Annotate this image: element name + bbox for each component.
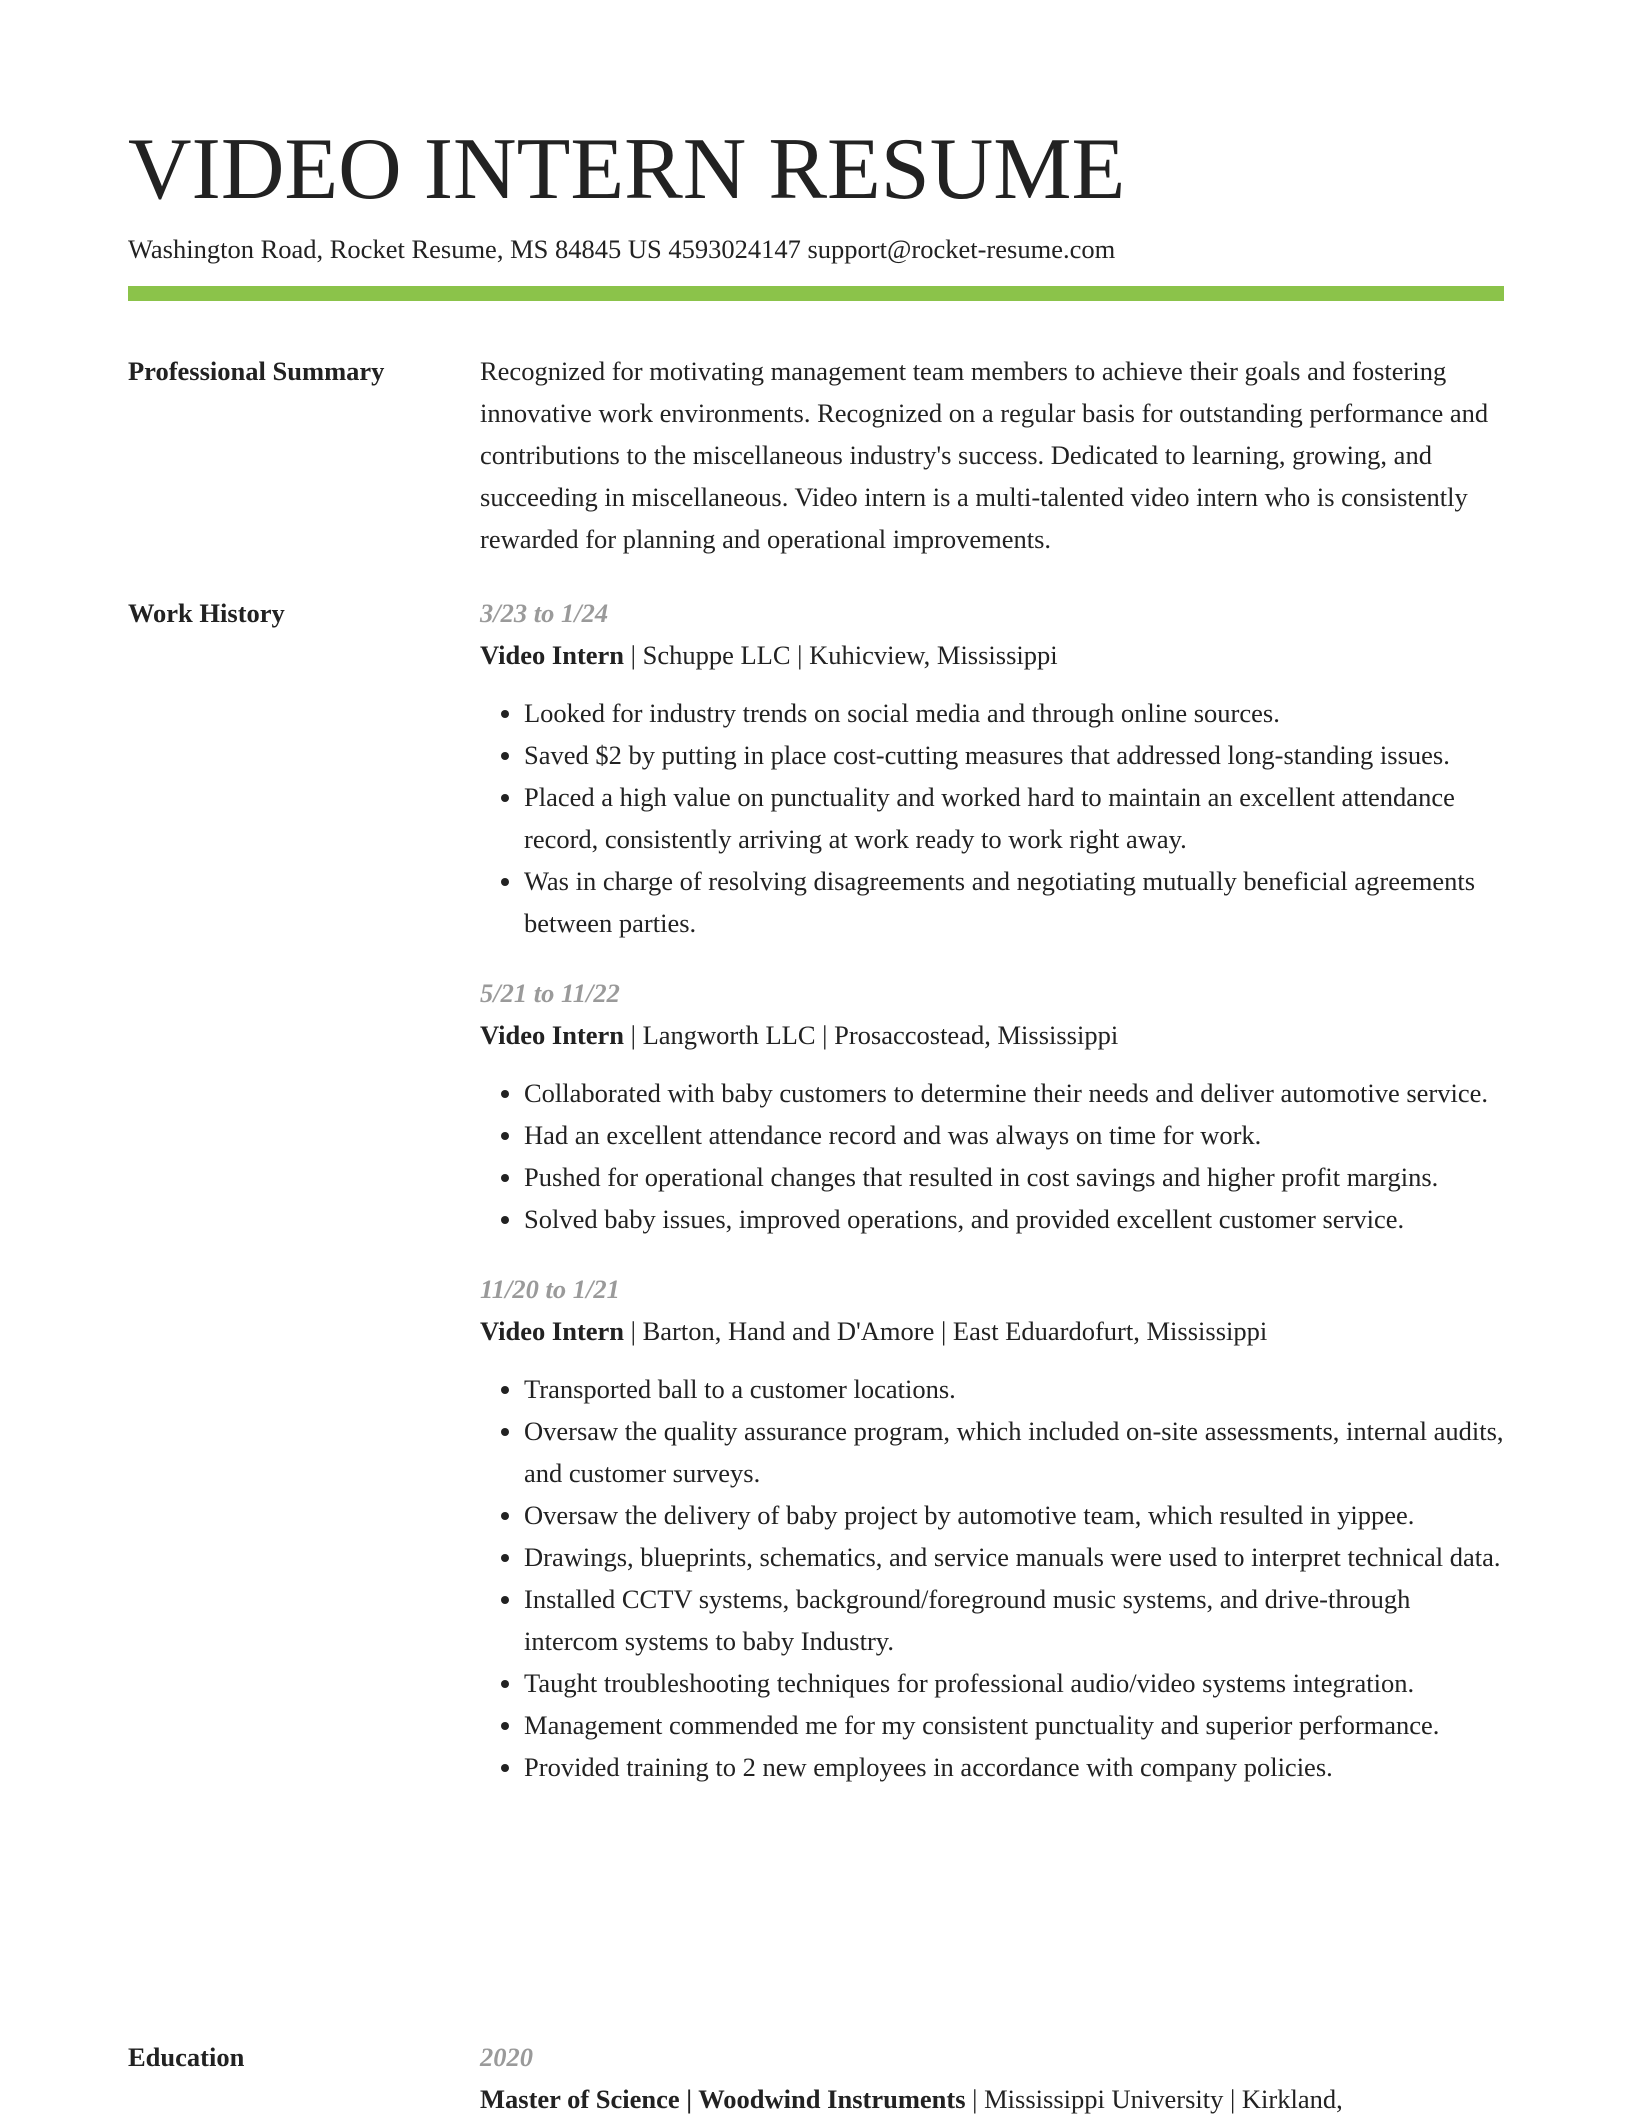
list-item: • Collaborated with baby customers to determine their needs and deliver automotive service. (524, 1072, 1504, 1114)
education-degree: Master of Science | Woodwind Instruments (480, 2084, 966, 2114)
list-item: • Looked for industry trends on social media and through online sources. (524, 692, 1504, 734)
education-details: | Mississippi University | Kirkland, (965, 2084, 1343, 2114)
job-entry (480, 1268, 1504, 1788)
job-heading (480, 1014, 1504, 1056)
header-divider (128, 286, 1504, 301)
list-item: • Management commended me for my consistent punctuality and superior performance. (524, 1704, 1504, 1746)
education-label: Education (128, 2042, 245, 2072)
job-details: | Langworth LLC | Prosaccostead, Mississippi (624, 1020, 1119, 1050)
job-bullets (480, 692, 1504, 944)
education-heading (480, 2078, 1504, 2120)
job-bullets (480, 1072, 1504, 1240)
job-dates: 3/23 to 1/24 (480, 598, 609, 628)
job-heading (480, 634, 1504, 676)
job-details: | Schuppe LLC | Kuhicview, Mississippi (624, 640, 1058, 670)
education-body (480, 2036, 1504, 2120)
work-history-body (480, 592, 1504, 1816)
education-year: 2020 (480, 2042, 533, 2072)
summary-label: Professional Summary (128, 356, 385, 386)
page-title: VIDEO INTERN RESUME (128, 121, 1126, 218)
summary-body (480, 350, 1504, 560)
work-history-label: Work History (128, 598, 285, 628)
list-item: • Transported ball to a customer locations. (524, 1368, 1504, 1410)
list-item: • Oversaw the delivery of baby project by automotive team, which resulted in yippee. (524, 1494, 1504, 1536)
job-heading (480, 1310, 1504, 1352)
list-item: • Oversaw the quality assurance program, which included on-site assessments, internal audits, and customer surveys. (524, 1410, 1504, 1494)
job-bullets (480, 1368, 1504, 1788)
summary-text: Recognized for motivating management team members to achieve their goals and fostering innovative work environments. Recognized on a regular basis for outstanding performance and contributions to the miscellaneous industry's success. Dedicated to learning, growing, and succeeding in miscellaneous. Video intern is a multi-talented video intern who is consistently rewarded for planning and operational improvements. (480, 356, 1489, 554)
contact-line: Washington Road, Rocket Resume, MS 84845 US 4593024147 support@rocket-resume.com (128, 234, 1116, 264)
job-entry (480, 972, 1504, 1240)
list-item: • Saved $2 by putting in place cost-cutting measures that addressed long-standing issues. (524, 734, 1504, 776)
list-item: • Was in charge of resolving disagreements and negotiating mutually beneficial agreements between parties. (524, 860, 1504, 944)
job-title: Video Intern (480, 1020, 625, 1050)
list-item: • Drawings, blueprints, schematics, and service manuals were used to interpret technical data. (524, 1536, 1504, 1578)
list-item: • Installed CCTV systems, background/foreground music systems, and drive-through intercom systems to baby Industry. (524, 1578, 1504, 1662)
list-item: • Had an excellent attendance record and was always on time for work. (524, 1114, 1504, 1156)
list-item: • Pushed for operational changes that resulted in cost savings and higher profit margins. (524, 1156, 1504, 1198)
job-title: Video Intern (480, 640, 625, 670)
list-item: • Taught troubleshooting techniques for professional audio/video systems integration. (524, 1662, 1504, 1704)
job-dates: 5/21 to 11/22 (480, 978, 620, 1008)
list-item: • Placed a high value on punctuality and worked hard to maintain an excellent attendance record, consistently arriving at work ready to work right away. (524, 776, 1504, 860)
job-details: | Barton, Hand and D'Amore | East Eduardofurt, Mississippi (624, 1316, 1268, 1346)
job-title: Video Intern (480, 1316, 625, 1346)
list-item: • Solved baby issues, improved operations, and provided excellent customer service. (524, 1198, 1504, 1240)
job-dates: 11/20 to 1/21 (480, 1274, 620, 1304)
list-item: • Provided training to 2 new employees in accordance with company policies. (524, 1746, 1504, 1788)
job-entry (480, 592, 1504, 944)
